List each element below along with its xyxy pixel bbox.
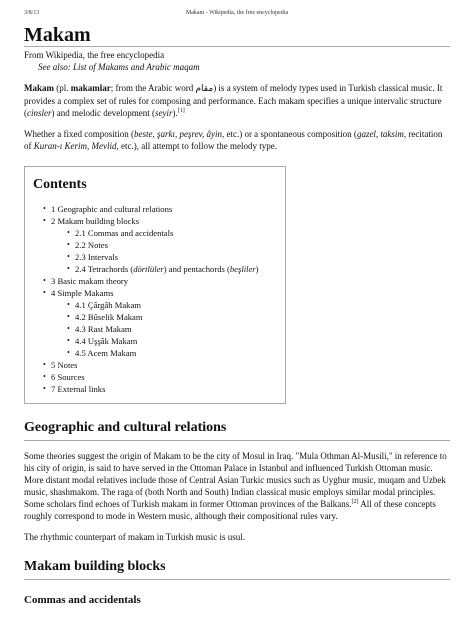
comp-text-2: etc.) or a spontaneous composition ( [224,129,357,139]
toc-link[interactable]: 6 Sources [51,372,85,382]
toc-item[interactable] [33,347,277,359]
comp-italic-1[interactable]: beste, şarkı, peşrev, âyin, [133,129,225,139]
comp-text-3: recitation of [24,129,443,151]
section-heading-geographic: Geographic and cultural relations [24,420,227,435]
comp-text-4: etc.), all attempt to follow the melody type. [118,141,277,151]
print-header [24,10,450,20]
section-divider [24,440,450,441]
toc-link[interactable]: 2.3 Intervals [75,252,118,262]
toc-link[interactable]: 4 Simple Makams [51,288,114,298]
intro-paragraph [24,82,450,119]
intro-plural: makamlar [70,83,111,93]
section-heading-building-blocks: Makam building blocks [24,559,166,574]
intro-text-3: ) is a system of melody types used in Turkish classical music. It provides a complex set of rules for composing and performance. Each makam specifies a unique intervalic structure ( [24,83,443,118]
comp-text-1: Whether a fixed composition ( [24,129,134,139]
toc-link[interactable]: 3 Basic makam theory [51,276,129,286]
site-subtitle: From Wikipedia, the free encyclopedia [24,50,165,60]
geographic-paragraph [24,450,450,522]
toc-item[interactable] [33,275,277,287]
toc-link[interactable]: 2.1 Commas and accidentals [75,228,174,238]
cinsler-term[interactable]: cinsler [27,108,52,118]
ref-2-link[interactable]: [2] [351,499,359,505]
geo-text-2: All of these concepts roughly correspond to mode in Western music, although their compositional rules vary. [24,499,436,521]
toc-link-italic: dörtlüler [133,264,164,274]
toc-link-text: 2.4 Tetrachords ( [75,264,134,274]
toc-link[interactable]: 4.5 Acem Makam [75,348,137,358]
ref-1-link[interactable]: [1] [177,108,185,114]
toc-item[interactable] [33,383,277,395]
composition-paragraph [24,128,450,152]
rhythm-paragraph: The rhythmic counterpart of makam in Turkish music is usul. [24,532,245,542]
toc-item[interactable] [33,299,277,311]
intro-text-2: ; from the Arabic word [110,83,196,93]
table-of-contents [24,166,286,404]
subsection-heading-commas: Commas and accidentals [24,594,141,606]
toc-item[interactable] [33,311,277,323]
see-also-prefix: See also: [38,62,73,72]
toc-item[interactable] [33,287,277,299]
toc-item[interactable] [33,323,277,335]
toc-list [33,203,277,395]
toc-link[interactable] [75,264,259,274]
toc-item[interactable] [33,263,277,275]
toc-link-text: ) and pentachords ( [163,264,230,274]
toc-link[interactable]: 4.3 Rast Makam [75,324,132,334]
toc-link[interactable]: 4.2 Bûselik Makam [75,312,143,322]
section-divider [24,579,450,580]
toc-link[interactable]: 5 Notes [51,360,78,370]
see-also-note [38,61,450,73]
intro-text-1: (pl. [54,83,71,93]
toc-link[interactable]: 2.2 Notes [75,240,108,250]
intro-text-5: ). [172,108,178,118]
toc-link[interactable]: 1 Geographic and cultural relations [51,204,173,214]
toc-link[interactable]: 7 External links [51,384,106,394]
intro-term: Makam [24,83,54,93]
toc-item[interactable] [33,203,277,215]
geo-text-1: Some theories suggest the origin of Makam to be the city of Mosul in Iraq. "Mula Othman Al-Musili," in reference to his city of origin, is said to have served in the Ottoman Palace in Istanbul and influenced Turkish Ottoman music. More distant modal relatives include those of Central Asian Turkic musics such as Uyghur music, muqam and Uzbek music, shashmakom. The raga of (both North and South) Indian classical music employs similar modal principles. Some scholars find echoes of Turkish makam in former Ottoman provinces of the Balkans. [24,451,447,509]
see-also-link[interactable]: List of Makams and Arabic maqam [73,62,200,72]
toc-item[interactable] [33,251,277,263]
article [24,24,450,606]
toc-item[interactable] [33,335,277,347]
toc-title: Contents [33,177,87,192]
toc-item[interactable] [33,371,277,383]
title-divider [24,46,450,47]
print-date: 3/8/13 [24,10,40,16]
toc-link-text: ) [255,264,259,274]
toc-item[interactable] [33,359,277,371]
intro-text-4: ) and melodic development ( [51,108,155,118]
toc-link[interactable]: 2 Makam building blocks [51,216,140,226]
toc-item[interactable] [33,239,277,251]
seyir-term[interactable]: seyir [154,108,173,118]
toc-link[interactable]: 4.4 Uşşâk Makam [75,336,138,346]
toc-link[interactable]: 4.1 Çârgâh Makam [75,300,141,310]
toc-item[interactable] [33,227,277,239]
comp-italic-2[interactable]: gazel, taksim, [356,129,407,139]
toc-item[interactable] [33,215,277,227]
toc-link-italic: beşliler [229,264,256,274]
comp-italic-3[interactable]: Kuran-ı Kerim, Mevlid, [33,141,119,151]
arabic-word: مقام [195,84,214,94]
print-title: Makam - Wikipedia, the free encyclopedia [185,10,289,16]
page-title: Makam [24,24,91,46]
